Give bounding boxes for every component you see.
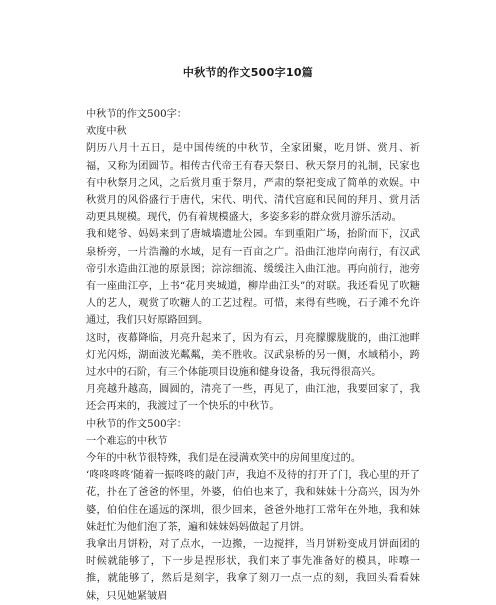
paragraph: 今年的中秋节很特殊，我们是在浸满欢笑中的房间里度过的。 xyxy=(86,453,362,465)
document-body xyxy=(86,106,420,605)
paragraph: 中秋节的作文500字： xyxy=(86,109,187,120)
paragraph: 欢度中秋 xyxy=(86,126,127,138)
paragraph: 我和姥爷、妈妈来到了唐城墙遗址公园。车到重阳广场，抬阶而下，汉武泉桥旁，一片浩瀚的水域，足有一百亩之广。沿曲江池岸向南行，有汉武帝引水造曲江池的原景图；淙淙细流、缓缓注入曲江池。再向前行，池旁有一座曲江亭，上书“花月夹城道，柳岸曲江头”的对联。我还看见了吹糖人的艺人，观赏了吹糖人的工艺过程。可惜，来得有些晚，石子滩不允许通过，我们只好原路回到。 xyxy=(86,229,420,327)
paragraph: 这时，夜幕降临，月亮升起来了，因为有云，月亮朦朦胧胧的，曲江池畔灯光闪烁，湖面波光粼粼，美不胜收。汉武泉桥的另一侧，水域稍小，跨过水中的石阶，有三个体能项目设施和健身设备，我玩得很高兴。 xyxy=(86,332,420,379)
paragraph: 一个难忘的中秋节 xyxy=(86,435,168,447)
paragraph: 中秋节的作文500字： xyxy=(86,418,187,430)
paragraph: 阴历八月十五日，是中国传统的中秋节，全家团聚，吃月饼、赏月、祈福，又称为团圆节。相传古代帝王有春天祭日、秋天祭月的礼制，民家也有中秋祭月之风，之后赏月重于祭月，严肃的祭祀变成了简单的欢娱。中秋赏月的风俗盛行于唐代，宋代、明代、清代宫庭和民间的拜月、赏月活动更具规模。现代，仍有着规模盛大，多姿多彩的群众赏月游乐活动。 xyxy=(86,143,420,224)
paragraph: ‘咚咚咚咚’随着一振咚咚的敲门声，我迫不及待的打开了门，我心里的开了花，扑在了爸爸的怀里，外婆，伯伯也来了，我和妹妹十分高兴，因为外婆，伯伯住在遥远的深圳，很少回来，爸爸外地打工常年在外地，我和妹妹赶忙为他们泡了茶，遍和妹妹妈妈做起了月饼。 xyxy=(86,470,420,533)
paragraph: 月亮越升越高，圆圆的，清亮了一些，再见了，曲江池，我要回家了，我还会再来的，我渡过了一个快乐的中秋节。 xyxy=(86,384,420,413)
paragraph: 我拿出月饼粉，对了点水，一边搬，一边搅拌，当月饼粉变成月饼面团的时候就能够了，下一步是捏形状，我们来了事先准备好的模具，咔嚓一推，就能够了，然后是刻字，我拿了刻刀一点一点的刻，我回头看看妹妹，只见她紧皱眉 xyxy=(86,539,420,602)
document-title: 中秋节的作文500字10篇 xyxy=(182,66,314,79)
